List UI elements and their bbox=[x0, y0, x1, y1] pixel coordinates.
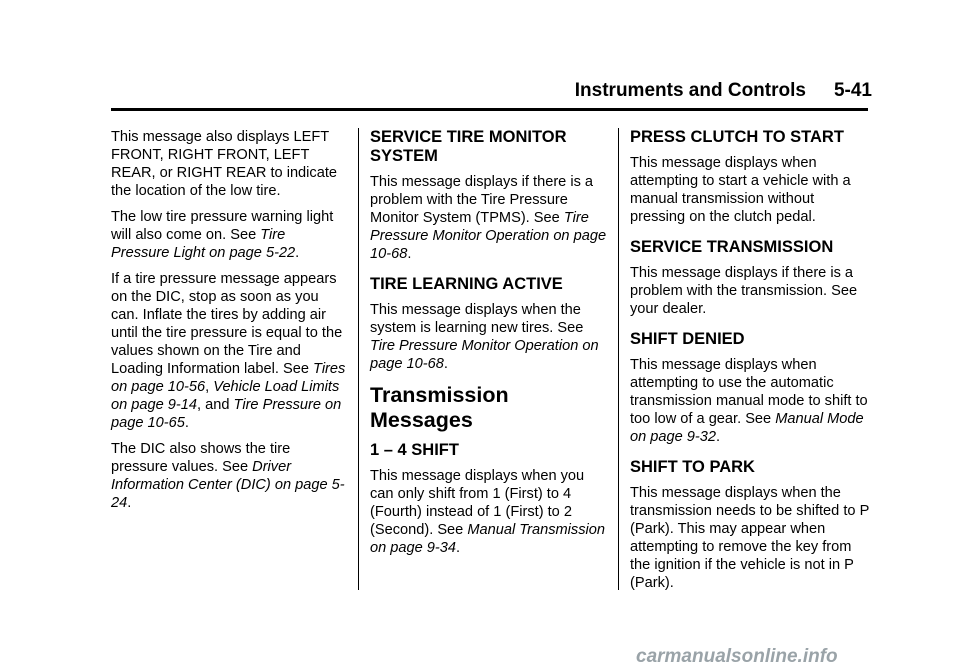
heading-shift-to-park: SHIFT TO PARK bbox=[630, 458, 755, 476]
heading-transmission-messages: Transmission Messages bbox=[370, 383, 509, 432]
heading-shift-denied: SHIFT DENIED bbox=[630, 330, 745, 348]
page-number: 5-41 bbox=[833, 80, 872, 101]
cross-reference[interactable]: Tires on page 10-56 bbox=[111, 361, 346, 395]
heading-service-tire-monitor: SERVICE TIRE MONITOR SYSTEM bbox=[370, 128, 567, 165]
cross-reference[interactable]: Tire Pressure Monitor Operation on page 10-68 bbox=[370, 338, 599, 372]
heading-service-transmission: SERVICE TRANSMISSION bbox=[630, 238, 834, 256]
column-divider-2 bbox=[618, 128, 619, 590]
cross-reference[interactable]: Manual Mode on page 9-32 bbox=[630, 411, 864, 445]
paragraph: The DIC also shows the tire pressure values. See Driver Information Center (DIC) on page 5-24. bbox=[111, 441, 345, 511]
heading-tire-learning: TIRE LEARNING ACTIVE bbox=[370, 275, 563, 293]
paragraph: The low tire pressure warning light will also come on. See Tire Pressure Light on page 5-22. bbox=[111, 209, 334, 261]
paragraph: This message displays when the system is learning new tires. See Tire Pressure Monitor Operation on page 10-68. bbox=[370, 302, 599, 372]
paragraph: This message displays when you can only shift from 1 (First) to 4 (Fourth) instead of 1 (First) to 2 (Second). See Manual Transmission on page 9-34. bbox=[370, 468, 605, 556]
heading-press-clutch: PRESS CLUTCH TO START bbox=[630, 128, 844, 146]
section-title: Instruments and Controls bbox=[574, 80, 806, 101]
cross-reference[interactable]: Tire Pressure Monitor Operation on page 10-68 bbox=[370, 210, 607, 262]
paragraph: If a tire pressure message appears on the DIC, stop as soon as you can. Inflate the tires by adding air until the tire pressure is equal to the values shown on the Tire and Loading Information label. See Tires on page 10-56, Vehicle Load Limits on page 9-14, and Tire Pressure on page 10-65. bbox=[111, 271, 346, 431]
paragraph: This message displays when the transmission needs to be shifted to P (Park). This may appear when attempting to remove the key from the ignition if the vehicle is not in P (Park). bbox=[630, 485, 870, 591]
column-2 bbox=[370, 128, 610, 565]
cross-reference[interactable]: Tire Pressure Light on page 5-22 bbox=[111, 227, 296, 261]
column-1 bbox=[111, 128, 346, 520]
paragraph: This message displays if there is a problem with the transmission. See your dealer. bbox=[630, 265, 858, 317]
cross-reference[interactable]: Driver Information Center (DIC) on page 5-24 bbox=[111, 459, 345, 511]
page-header bbox=[575, 80, 872, 102]
column-3 bbox=[630, 128, 870, 600]
paragraph: This message displays if there is a problem with the Tire Pressure Monitor System (TPMS). See Tire Pressure Monitor Operation on page 10-68. bbox=[370, 174, 607, 262]
watermark: carmanualsonline.info bbox=[636, 646, 838, 667]
header-rule bbox=[111, 108, 868, 111]
paragraph: This message also displays LEFT FRONT, RIGHT FRONT, LEFT REAR, or RIGHT REAR to indicate the location of the low tire. bbox=[111, 129, 338, 199]
cross-reference[interactable]: Vehicle Load Limits on page 9-14 bbox=[111, 379, 340, 413]
column-divider-1 bbox=[358, 128, 359, 590]
cross-reference[interactable]: Manual Transmission on page 9-34 bbox=[370, 522, 605, 556]
heading-shift: 1 – 4 SHIFT bbox=[370, 441, 459, 459]
paragraph: This message displays when attempting to start a vehicle with a manual transmission without pressing on the clutch pedal. bbox=[630, 155, 851, 225]
cross-reference[interactable]: Tire Pressure on page 10-65 bbox=[111, 397, 342, 431]
paragraph: This message displays when attempting to use the automatic transmission manual mode to shift to too low of a gear. See Manual Mode on page 9-32. bbox=[630, 357, 868, 445]
